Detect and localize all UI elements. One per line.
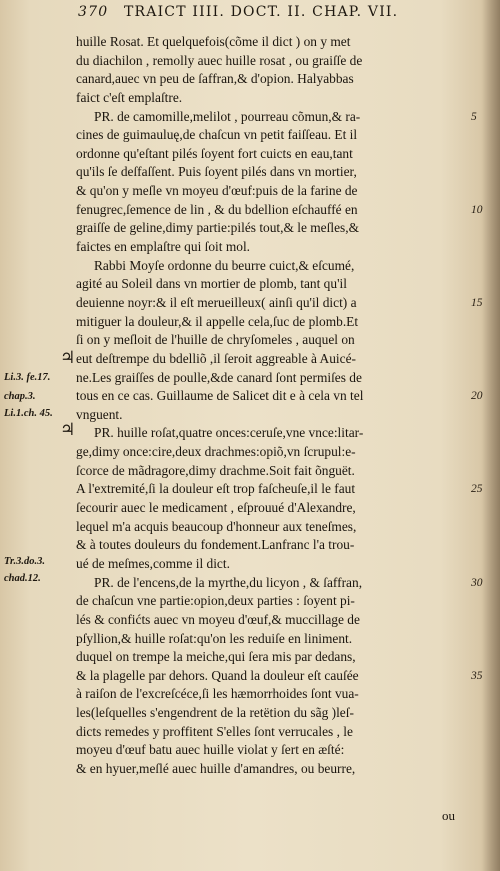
text-line: [76, 723, 486, 742]
text-line: [76, 33, 486, 52]
line-text: faict c'eſt emplaſtre.: [76, 89, 183, 105]
text-line: [76, 424, 486, 443]
line-number: 10: [471, 203, 483, 216]
text-line: [76, 275, 486, 294]
text-line: [76, 630, 486, 649]
line-text: canard,auec vn peu de ſaffran,& d'opion. Halyabbas: [76, 71, 354, 87]
text-line: [76, 257, 486, 276]
line-number: 30: [471, 576, 483, 589]
margin-note: Li.1.ch. 45.: [4, 408, 53, 419]
text-line: [76, 611, 486, 630]
text-line: [76, 462, 486, 481]
text-line: [76, 313, 486, 332]
line-text: lés & confićts auec vn moyeu d'œuf,& muccillage de: [76, 611, 360, 627]
text-line: [76, 555, 486, 574]
text-line: [76, 443, 486, 462]
text-line: [76, 741, 486, 760]
margin-note: Li.3. fe.17.: [4, 372, 51, 383]
running-header: [78, 4, 483, 30]
line-text: ge,dimy once:cire,deux drachmes:opiõ,vn ſcrupul:e-: [76, 444, 356, 460]
text-line: [76, 574, 486, 593]
body-text: [76, 33, 486, 779]
page-number: 370: [78, 4, 109, 20]
line-number: 15: [471, 296, 483, 309]
line-text: A l'extremité,ſi la douleur eſt trop faſcheuſe,il le faut: [76, 481, 356, 497]
text-line: [76, 350, 486, 369]
text-line: [76, 685, 486, 704]
line-text: de chaſcun vne partie:opion,deux parties : ſoyent pi-: [76, 593, 355, 609]
line-text: ordonne qu'eſtant pilés ſoyent fort cuicts en eau,tant: [76, 145, 353, 161]
line-text: vnguent.: [76, 406, 123, 422]
text-line: [76, 89, 486, 108]
line-text: lequel m'a acquis beaucoup d'honneur aux teneſmes,: [76, 518, 357, 534]
text-line: [76, 667, 486, 686]
line-text: du diachilon , remolly auec huille rosat , ou graiſſe de: [76, 52, 363, 68]
line-text: PR. de camomille,melilot , pourreau cõmun,& ra-: [94, 108, 361, 124]
line-text: fenugrec,ſemence de lin , & du bdellion eſchauffé en: [76, 201, 358, 217]
line-text: moyeu d'œuf batu auec huille violat y ſert en æſté:: [76, 742, 345, 758]
text-line: [76, 182, 486, 201]
text-line: [76, 648, 486, 667]
text-line: [76, 331, 486, 350]
line-text: tous en ce cas. Guillaume de Salicet dit e à cela vn tel: [76, 388, 364, 404]
line-text: eut deſtrempe du bdelliõ ,il ſeroit aggreable à Auicé-: [76, 350, 356, 366]
line-text: & à toutes douleurs du fondement.Lanfranc l'a trou-: [76, 537, 355, 553]
line-text: ué de meſmes,comme il dict.: [76, 555, 230, 571]
catchword: ou: [442, 808, 455, 823]
line-text: PR. huille roſat,quatre onces:ceruſe,vne vnce:litar-: [94, 425, 364, 441]
line-text: cines de guimauluę,de chaſcun vn petit faiſſeau. Et il: [76, 127, 358, 143]
line-text: à raiſon de l'excreſcéce,ſi les hæmorrhoides ſont vua-: [76, 686, 359, 702]
text-line: [76, 145, 486, 164]
running-title: TRAICT IIII. DOCT. II. CHAP. VII.: [123, 4, 399, 20]
line-text: ne.Les graiſſes de poulle,&de canard ſont permiſes de: [76, 369, 362, 385]
line-text: & la plagelle par dehors. Quand la douleur eſt cauſée: [76, 667, 359, 683]
line-text: qu'ils ſe deſfaſſent. Puis ſoyent pilés dans vn mortier,: [76, 164, 357, 180]
text-line: [76, 52, 486, 71]
line-text: graiſſe de geline,dimy partie:pilés tout,& le meſles,&: [76, 220, 359, 236]
line-number: 25: [471, 483, 483, 496]
text-line: [76, 219, 486, 238]
line-text: mitiguer la douleur,& il appelle cela,ſuc de plomb.Et: [76, 313, 359, 329]
line-text: ſi on y meſloit de l'huille de chryſomeles , auquel on: [76, 332, 355, 348]
text-line: [76, 480, 486, 499]
text-line: [76, 70, 486, 89]
line-text: Rabbi Moyſe ordonne du beurre cuict,& eſcumé,: [94, 257, 355, 273]
line-text: dicts remedes y proffitent S'elles ſont verrucales , le: [76, 723, 353, 739]
margin-note: chap.3.: [4, 391, 36, 402]
line-text: les(leſquelles s'engendrent de la retëtion du sãg )leſ-: [76, 705, 354, 721]
line-text: & en hyuer,meſlé auec huille d'amandres, ou beurre,: [76, 760, 356, 776]
line-number: 5: [471, 110, 477, 123]
jupiter-symbol-icon: ♃: [60, 348, 76, 368]
text-line: [76, 201, 486, 220]
text-line: [76, 387, 486, 406]
line-text: agité au Soleil dans vn mortier de plomb, tant qu'il: [76, 276, 347, 292]
text-line: [76, 238, 486, 257]
line-text: PR. de l'encens,de la myrthe,du licyon , & ſaffran,: [94, 574, 363, 590]
text-line: [76, 499, 486, 518]
line-text: faictes en emplaſtre qui ſoit mol.: [76, 239, 251, 255]
line-number: 35: [471, 669, 483, 682]
text-line: [76, 163, 486, 182]
line-text: deuienne noyr:& il eſt merueilleux( ainſi qu'il dict) a: [76, 294, 357, 310]
line-text: pſyllion,& huille roſat:qu'on les reduiſe en liniment.: [76, 630, 353, 646]
text-line: [76, 369, 486, 388]
text-line: [76, 518, 486, 537]
line-text: ſcorce de mãdragore,dimy drachme.Soit fait õnguët.: [76, 462, 355, 478]
text-line: [76, 406, 486, 425]
text-line: [76, 760, 486, 779]
text-line: [76, 294, 486, 313]
line-text: duquel on trempe la meiche,qui ſera mis par dedans,: [76, 649, 356, 665]
text-line: [76, 704, 486, 723]
text-line: [76, 536, 486, 555]
line-text: huille Rosat. Et quelquefois(cõme il dict ) on y met: [76, 34, 351, 49]
margin-note: Tr.3.do.3.: [4, 556, 46, 567]
margin-note: chad.12.: [4, 573, 41, 584]
text-line: [76, 592, 486, 611]
jupiter-symbol-icon: ♃: [60, 420, 76, 440]
line-number: 20: [471, 390, 483, 403]
text-line: [76, 108, 486, 127]
line-text: & qu'on y meſle vn moyeu d'œuf:puis de la farine de: [76, 183, 358, 199]
line-text: ſecourir auec le medicament , eſprouué d'Alexandre,: [76, 500, 356, 516]
text-line: [76, 126, 486, 145]
